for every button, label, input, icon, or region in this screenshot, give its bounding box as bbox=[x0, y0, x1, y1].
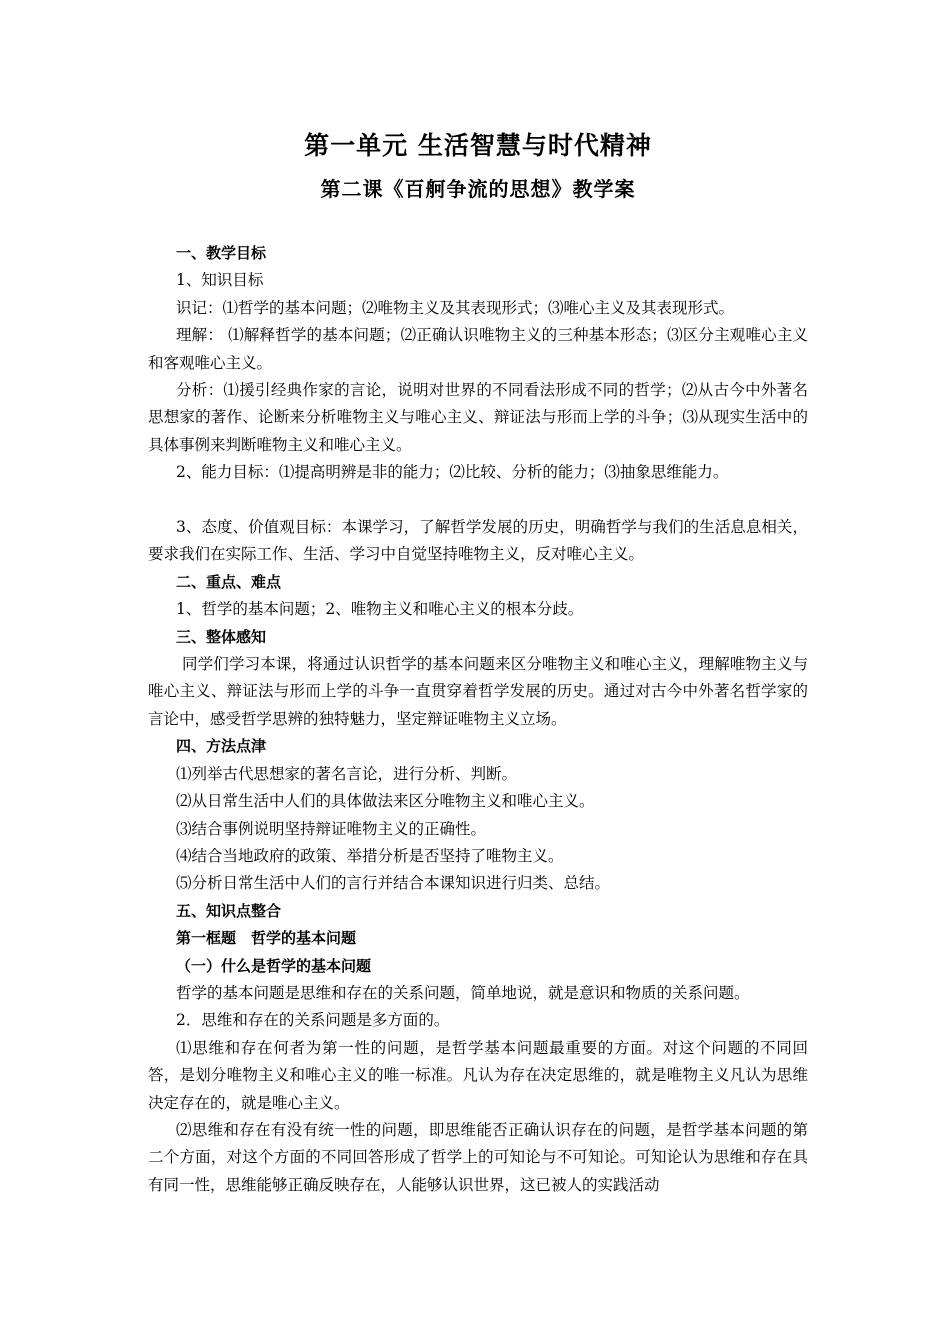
aspects-paragraph: 2．思维和存在的关系问题是多方面的。 bbox=[176, 1011, 450, 1030]
frame-title: 第一框题 哲学的基本问题 bbox=[176, 929, 357, 948]
understand-paragraph: 理解： ⑴解释哲学的基本问题；⑵正确认识唯物主义的三种基本形态；⑶区分主观唯心主义和客观唯心主义。 bbox=[148, 326, 808, 372]
method-item: ⑵从日常生活中人们的具体做法来区分唯物主义和唯心主义。 bbox=[176, 792, 595, 811]
section-heading-overview: 三、整体感知 bbox=[176, 627, 267, 646]
method-item: ⑴列举古代思想家的著名言论，进行分析、判断。 bbox=[176, 764, 518, 783]
knowledge-goal-label: 1、知识目标 bbox=[176, 271, 264, 290]
section-heading-knowledge: 五、知识点整合 bbox=[176, 901, 282, 920]
key-points-paragraph: 1、哲学的基本问题；2、唯物主义和唯心主义的根本分歧。 bbox=[176, 600, 584, 619]
memorize-paragraph: 识记：⑴哲学的基本问题；⑵唯物主义及其表现形式；⑶唯心主义及其表现形式。 bbox=[176, 298, 735, 317]
overview-paragraph: 同学们学习本课，将通过认识哲学的基本问题来区分唯物主义和唯心主义，理解唯物主义与唯心主义、辩证法与形而上学的斗争一直贯穿着哲学发展的历史。通过对古今中外著名哲学家的言论中，感受哲学思辨的独特魅力，坚定辩证唯物主义立场。 bbox=[148, 655, 808, 728]
section-heading-objectives: 一、教学目标 bbox=[176, 244, 267, 262]
section-heading-key-points: 二、重点、难点 bbox=[176, 572, 282, 591]
document-page bbox=[148, 128, 808, 1199]
analyze-paragraph: 分析：⑴援引经典作家的言论，说明对世界的不同看法形成不同的哲学；⑵从古今中外著名思想家的著作、论断来分析唯物主义与唯心主义、辩证法与形而上学的斗争；⑶从现实生活中的具体事例来判断唯物主义和唯心主义。 bbox=[148, 381, 808, 454]
lesson-title: 第二课《百舸争流的思想》教学案 bbox=[320, 177, 636, 201]
ability-goal-paragraph: 2、能力目标：⑴提高明辨是非的能力；⑵比较、分析的能力；⑶抽象思维能力。 bbox=[176, 463, 729, 482]
section-heading-methods: 四、方法点津 bbox=[176, 737, 267, 756]
first-aspect-paragraph: ⑴思维和存在何者为第一性的问题，是哲学基本问题最重要的方面。对这个问题的不同回答，是划分唯物主义和唯心主义的唯一标准。凡认为存在决定思维的，就是唯物主义凡认为思维决定存在的，就是唯心主义。 bbox=[148, 1038, 808, 1112]
method-item: ⑷结合当地政府的政策、举措分析是否坚持了唯物主义。 bbox=[176, 846, 564, 865]
attitude-goal-paragraph: 3、态度、价值观目标：本课学习，了解哲学发展的历史，明确哲学与我们的生活息息相关，要求我们在实际工作、生活、学习中自觉坚持唯物主义，反对唯心主义。 bbox=[148, 518, 808, 564]
method-item: ⑸分析日常生活中人们的言行并结合本课知识进行归类、总结。 bbox=[176, 874, 611, 893]
unit-title: 第一单元 生活智慧与时代精神 bbox=[304, 131, 652, 160]
basic-question-paragraph: 哲学的基本问题是思维和存在的关系问题，简单地说，就是意识和物质的关系问题。 bbox=[176, 983, 750, 1002]
method-item: ⑶结合事例说明坚持辩证唯物主义的正确性。 bbox=[176, 819, 487, 838]
subsection-title: （一）什么是哲学的基本问题 bbox=[176, 956, 372, 975]
second-aspect-paragraph: ⑵思维和存在有没有统一性的问题，即思维能否正确认识存在的问题，是哲学基本问题的第二个方面，对这个方面的不同回答形成了哲学上的可知论与不可知论。可知论认为思维和存在具有同一性，思维能够正确反映存在，人能够认识世界，这已被人的实践活动 bbox=[148, 1120, 808, 1194]
